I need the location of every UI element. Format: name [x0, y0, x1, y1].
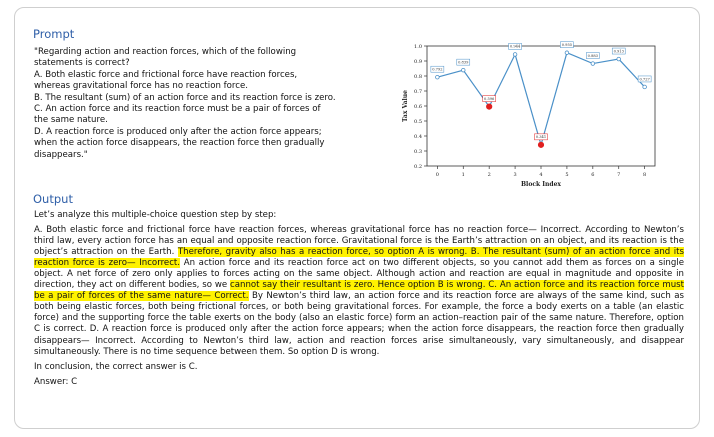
highlighted-point — [487, 104, 492, 109]
highlighted-segment: cannot say their resultant is zero. Hence option B is wrong. C. An action force and its reaction force must be a pair of forces of the same nature— Correct. — [34, 280, 684, 302]
y-tick-label: 0.4 — [414, 134, 422, 140]
y-tick-label: 1.0 — [414, 44, 422, 50]
data-point — [591, 62, 595, 66]
y-tick-label: 0.6 — [414, 104, 422, 110]
answer-text: Answer: C — [34, 376, 78, 387]
x-tick-label: 4 — [539, 172, 543, 178]
conclusion-text: In conclusion, the correct answer is C. — [34, 361, 198, 372]
output-intro: Let’s analyze this multiple-choice question step by step: — [34, 210, 277, 220]
prompt-heading: Prompt — [33, 27, 75, 41]
x-tick-label: 7 — [617, 172, 621, 178]
y-axis-label: Tax Value — [402, 90, 409, 122]
data-point — [513, 53, 517, 57]
value-label: 0.727 — [639, 77, 650, 82]
x-tick-label: 1 — [461, 172, 465, 178]
x-tick-label: 0 — [435, 172, 439, 178]
y-tick-label: 0.7 — [414, 89, 422, 95]
highlighted-segment: Therefore, gravity also has a reaction force, so option A is wrong. B. The resultant (sum) of an action force and its reaction force is zero— Incorrect. — [34, 247, 684, 269]
analysis-paragraph — [34, 225, 684, 358]
data-point — [643, 85, 647, 89]
value-label: 0.955 — [561, 43, 573, 48]
y-tick-label: 0.3 — [414, 149, 422, 155]
analysis-segment: By Newton’s third law, an action force and its reaction force are always of the same kind, such as both being elastic forces, both being frictional forces, or both being gravitational forces. For example, the force a body exerts on a table (an elastic force) and the supporting force the table exerts on the body (also an elastic force) form an action–reaction pair of the same nature. Therefore, option C is correct. D. A reaction force is produced only after the action force appears; when the action force disappears, the reaction force then gradually disappears— Incorrect. According to Newton’s third law, action and reaction forces arise simultaneously, vary simultaneously, and disappear simultaneously. There is no time sequence between them. So option D is wrong. — [34, 291, 684, 357]
y-tick-label: 0.9 — [414, 59, 422, 65]
data-point — [565, 51, 569, 55]
x-tick-label: 8 — [643, 172, 647, 178]
data-point — [461, 68, 465, 72]
analysis-segment: A. Both elastic force and frictional force have reaction forces, whereas gravitational force has no reaction force— Incorrect. According to Newton’s third law, every action force has an equal and opposite reaction force. Gravitational force is the Earth’s attraction on an object, and its reaction is the object’s attraction on the Earth. — [34, 225, 684, 258]
value-label: 0.913 — [613, 49, 624, 54]
x-axis-label: Block Index — [520, 181, 562, 188]
x-tick-label: 5 — [565, 172, 569, 178]
tax-value-series-line — [437, 53, 644, 145]
data-point — [617, 57, 621, 61]
tax-value-line-chart — [397, 38, 671, 188]
analysis-segment: An action force and its reaction force act on two different objects, so you cannot add them as forces on a single object. A net force of zero only applies to forces acting on the same object. Although action and reaction are equal in magnitude and opposite in direction, they act on different bodies, so we — [34, 258, 684, 291]
value-label: 0.596 — [484, 96, 495, 101]
value-label: 0.341 — [535, 135, 547, 140]
value-label: 0.944 — [509, 44, 521, 49]
x-tick-label: 6 — [591, 172, 595, 178]
highlighted-point — [538, 142, 543, 147]
y-tick-label: 0.8 — [414, 74, 422, 80]
value-label: 0.883 — [587, 53, 598, 58]
prompt-text: "Regarding action and reaction forces, which of the following statements is correct? A. Both elastic force and frictional force have reaction forces, whereas gravitational force has no reaction force. B. The resultant (sum) of an action force and its reaction force is zero. C. An action force and its reaction force must be a pair of forces of the same nature. D. A reaction force is produced only after the action force appears; when the action force disappears, the reaction force then gradually disappears." — [34, 47, 336, 160]
value-label: 0.792 — [432, 67, 443, 72]
x-tick-label: 3 — [513, 172, 517, 178]
output-heading: Output — [33, 192, 73, 206]
y-tick-label: 0.5 — [414, 119, 422, 125]
y-tick-label: 0.2 — [414, 164, 422, 170]
data-point — [436, 75, 440, 79]
value-label: 0.839 — [458, 60, 469, 65]
output-body — [34, 210, 684, 392]
x-tick-label: 2 — [487, 172, 491, 178]
